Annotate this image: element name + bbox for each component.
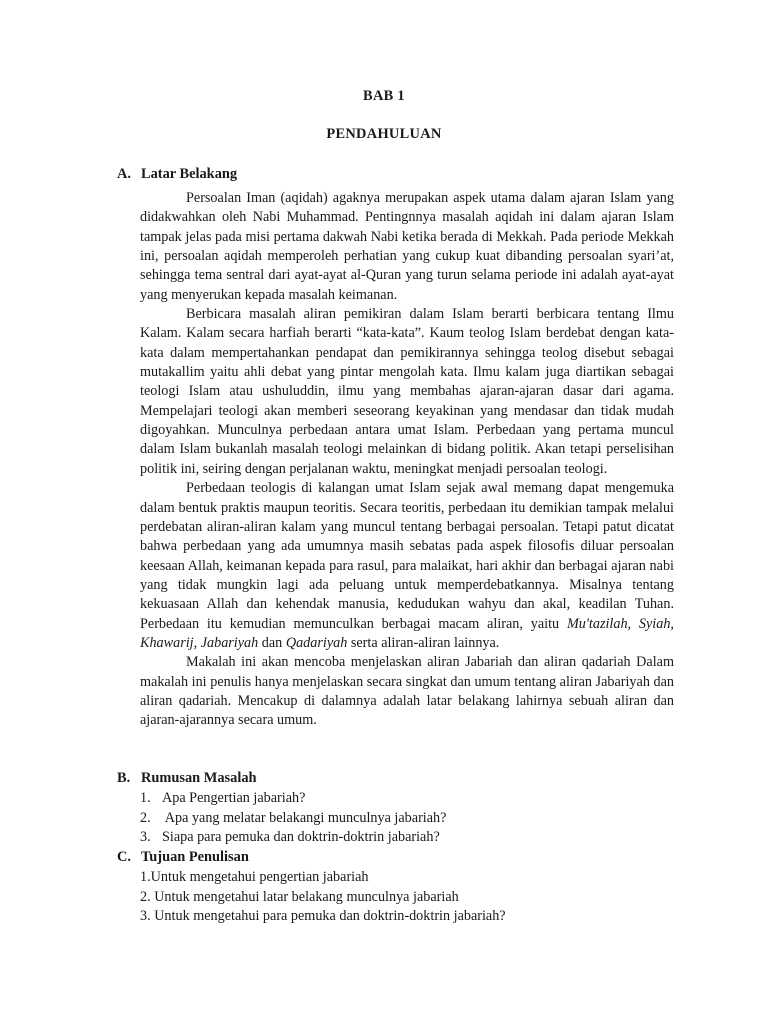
rumusan-masalah-list bbox=[140, 789, 446, 848]
list-item-text: Siapa para pemuka dan doktrin-doktrin jabariah? bbox=[162, 829, 440, 845]
section-b-letter: B. bbox=[117, 770, 131, 786]
chapter-title: PENDAHULUAN bbox=[326, 126, 442, 142]
list-item-number: 1. bbox=[140, 790, 151, 806]
section-b-heading bbox=[117, 770, 257, 787]
list-item-text: Apa Pengertian jabariah? bbox=[162, 790, 306, 806]
paragraph-3-tail: serta aliran-aliran lainnya. bbox=[347, 634, 500, 651]
paragraph-3-join: dan bbox=[258, 634, 286, 651]
paragraph-3-italic-qadariyah: Qadariyah bbox=[285, 634, 348, 651]
chapter-number: BAB 1 bbox=[363, 88, 405, 104]
paragraph-3 bbox=[140, 479, 674, 653]
list-item-number: 2. bbox=[140, 809, 151, 826]
list-item bbox=[140, 809, 446, 829]
list-item-text: Apa yang melatar belakangi munculnya jabariah? bbox=[162, 809, 447, 826]
section-c-letter: C. bbox=[117, 849, 131, 865]
section-a-body bbox=[140, 189, 674, 731]
paragraph-3-italic-aliran: Mu'tazilah, Syiah, Khawarij, Jabariyah bbox=[140, 615, 674, 651]
list-item bbox=[140, 789, 446, 809]
paragraph-3-text: Perbedaan teologis di kalangan umat Islam sejak awal memang dapat mengemuka dalam bentuk praktis maupun teoritis. Secara teoritis, perbedaan itu demikian tampak melalui perdebatan aliran-aliran kalam yang muncul tentang berbagai persoalan. Tetapi patut dicatat bahwa perbedaan yang ada umumnya masih sebatas pada aspek filosofis diluar persoalan keesaan Allah, keimanan kepada para rasul, para malaikat, hari akhir dan berbagai ajaran nabi yang tidak mungkin lagi ada peluang untuk memperdebatkannya. Misalnya tentang kekuasaan Allah dan kehendak manusia, kedudukan wahyu dan akal, keadilan Tuhan. Perbedaan itu kemudian memunculkan berbagai macam aliran, yaitu bbox=[140, 480, 674, 632]
list-item: 1.Untuk mengetahui pengertian jabariah bbox=[140, 869, 369, 885]
paragraph-1: Persoalan Iman (aqidah) agaknya merupakan aspek utama dalam ajaran Islam yang didakwahkan oleh Nabi Muhammad. Pentingnnya masalah aqidah ini dalam ajaran Islam tampak jelas pada misi pertama dakwah Nabi ketika berada di Mekkah. Pada periode Mekkah ini, persoalan aqidah memperoleh perhatian yang cukup kuat dibanding persoalan syari’at, sehingga tema sentral dari ayat-ayat al-Quran yang turun selama periode ini adalah ayat-ayat yang menyerukan kepada masalah keimanan. bbox=[140, 190, 674, 303]
list-item: 2. Untuk mengetahui latar belakang munculnya jabariah bbox=[140, 888, 459, 905]
section-b-title: Rumusan Masalah bbox=[141, 770, 257, 786]
section-a-letter: A. bbox=[117, 166, 131, 182]
tujuan-penulisan-list bbox=[140, 868, 506, 927]
section-a-title: Latar Belakang bbox=[141, 166, 238, 182]
paragraph-4: Makalah ini akan mencoba menjelaskan aliran Jabariah dan aliran qadariah Dalam makalah ini penulis hanya menjelaskan secara singkat dan umum tentang aliran Jabariyah dan aliran qadariah. Mencakup di dalamnya adalah latar belakang lahirnya sebuah aliran dan ajaran-ajarannya secara umum. bbox=[140, 654, 674, 729]
section-c-title: Tujuan Penulisan bbox=[141, 849, 249, 865]
section-a-heading bbox=[117, 166, 237, 183]
list-item-number: 3. bbox=[140, 829, 151, 845]
paragraph-2: Berbicara masalah aliran pemikiran dalam Islam berarti berbicara tentang Ilmu Kalam. Kalam secara harfiah berarti “kata-kata”. Kaum teolog Islam berdebat dengan kata-kata dalam mempertahankan pendapat dan pemikirannya sehingga teolog disebut sebagai mutakallim yaitu ahli debat yang pintar mengolah kata. Ilmu kalam juga diartikan sebagai teologi Islam atau ushuluddin, ilmu yang membahas ajaran-ajaran dasar dari agama. Mempelajari teologi akan memberi seseorang keyakinan yang mendasar dan tidak mudah digoyahkan. Munculnya perbedaan antara umat Islam. Perbedaan yang pertama muncul dalam Islam bukanlah masalah teologi melainkan di bidang politik. Akan tetapi perselisihan politik ini, seiring dengan perjalanan waktu, meningkat menjadi persoalan teologi. bbox=[140, 306, 674, 477]
list-item bbox=[140, 828, 446, 848]
list-item: 3. Untuk mengetahui para pemuka dan doktrin-doktrin jabariah? bbox=[140, 908, 506, 924]
section-c-heading bbox=[117, 849, 249, 866]
